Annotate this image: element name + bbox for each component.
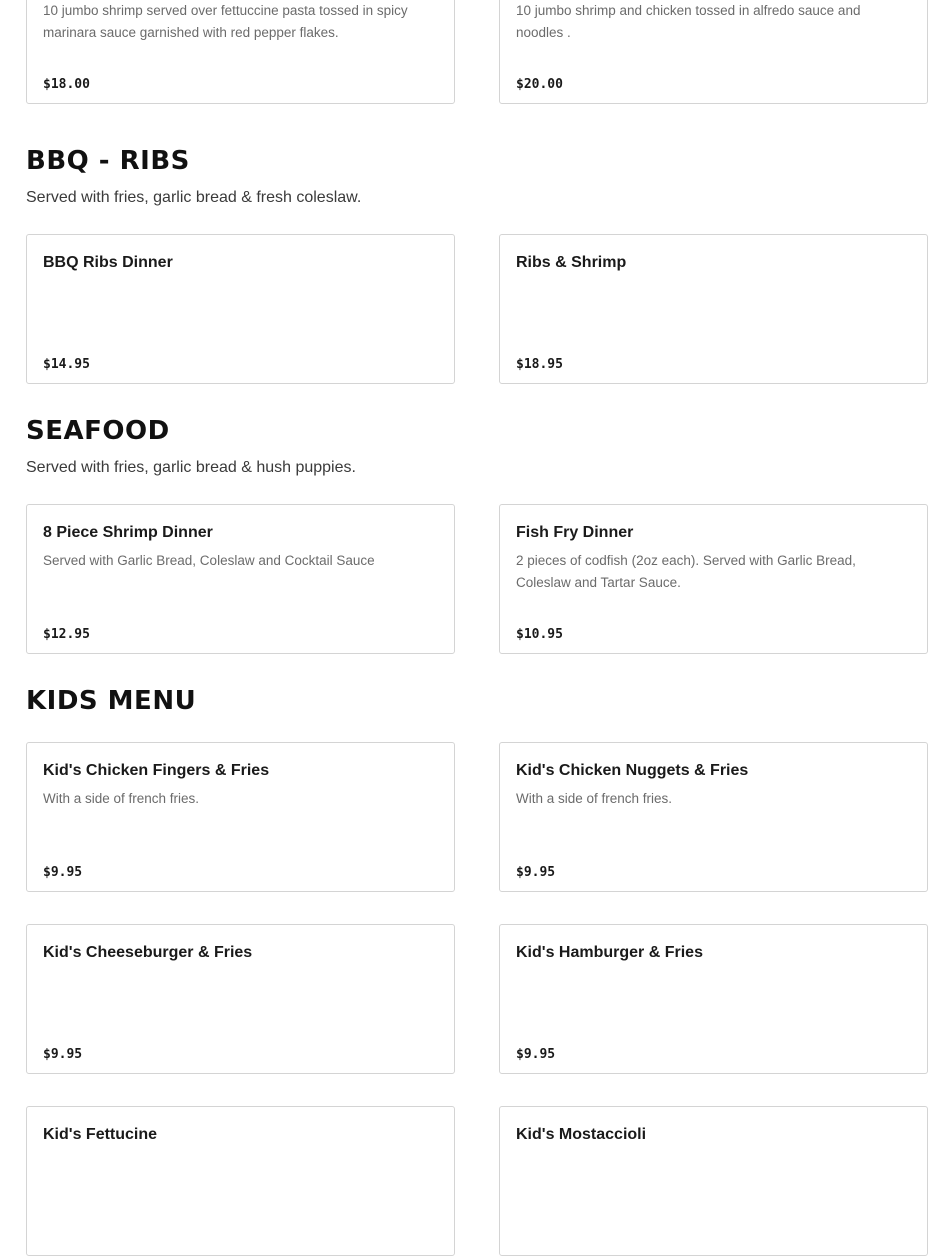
menu-item-card[interactable] <box>499 234 928 384</box>
menu-item-description: 10 jumbo shrimp and chicken tossed in alfredo sauce and noodles . <box>516 3 861 40</box>
menu-item-card[interactable] <box>26 0 455 104</box>
menu-item-description: 2 pieces of codfish (2oz each). Served with Garlic Bread, Coleslaw and Tartar Sauce. <box>516 553 856 590</box>
menu-item-price: $9.95 <box>516 865 556 880</box>
menu-item-price: $9.95 <box>43 1047 83 1062</box>
menu-item-price: $18.95 <box>516 357 563 372</box>
section-title-seafood: SEAFOOD <box>26 416 170 446</box>
menu-item-description: 10 jumbo shrimp served over fettuccine pasta tossed in spicy marinara sauce garnished with red pepper flakes. <box>43 3 408 40</box>
menu-item-price: $12.95 <box>43 627 90 642</box>
menu-item-name: Kid's Chicken Nuggets & Fries <box>516 762 749 779</box>
menu-item-name: Kid's Mostaccioli <box>516 1126 647 1143</box>
menu-item-description: With a side of french fries. <box>516 791 673 806</box>
seafood-items-grid <box>26 504 928 654</box>
menu-item-price: $14.95 <box>43 357 90 372</box>
menu-item-price: $9.95 <box>43 865 83 880</box>
section-subtitle-seafood: Served with fries, garlic bread & hush puppies. <box>26 459 356 476</box>
menu-item-name: Kid's Fettucine <box>43 1126 158 1143</box>
pasta-items-grid <box>26 0 928 104</box>
menu-item-card[interactable] <box>26 924 455 1074</box>
menu-item-description: Served with Garlic Bread, Coleslaw and Cocktail Sauce <box>43 553 375 568</box>
menu-item-card[interactable] <box>26 1106 455 1256</box>
menu-item-price: $18.00 <box>43 77 90 92</box>
section-title-bbq-ribs: BBQ - RIBS <box>26 146 190 176</box>
menu-item-name: Fish Fry Dinner <box>516 524 634 541</box>
menu-item-card[interactable] <box>26 742 455 892</box>
menu-item-card[interactable] <box>499 742 928 892</box>
menu-item-name: Kid's Chicken Fingers & Fries <box>43 762 270 779</box>
menu-item-name: Ribs & Shrimp <box>516 254 627 271</box>
menu-item-name: Kid's Cheeseburger & Fries <box>43 944 253 961</box>
menu-item-price: $9.95 <box>516 1047 556 1062</box>
menu-item-card[interactable] <box>499 1106 928 1256</box>
menu-item-name: BBQ Ribs Dinner <box>43 254 173 271</box>
menu-item-price: $10.95 <box>516 627 563 642</box>
section-title-kids-menu: KIDS MENU <box>26 686 197 716</box>
menu-item-name: 8 Piece Shrimp Dinner <box>43 524 213 541</box>
menu-item-name: Kid's Hamburger & Fries <box>516 944 703 961</box>
menu-item-card[interactable] <box>26 504 455 654</box>
menu-item-card[interactable] <box>26 234 455 384</box>
kids-items-grid <box>26 742 928 1256</box>
menu-item-description: With a side of french fries. <box>43 791 200 806</box>
menu-item-price: $20.00 <box>516 77 563 92</box>
bbq-items-grid <box>26 234 928 384</box>
menu-item-card[interactable] <box>499 504 928 654</box>
menu-item-card[interactable] <box>499 0 928 104</box>
menu-item-card[interactable] <box>499 924 928 1074</box>
section-subtitle-bbq-ribs: Served with fries, garlic bread & fresh coleslaw. <box>26 189 362 206</box>
